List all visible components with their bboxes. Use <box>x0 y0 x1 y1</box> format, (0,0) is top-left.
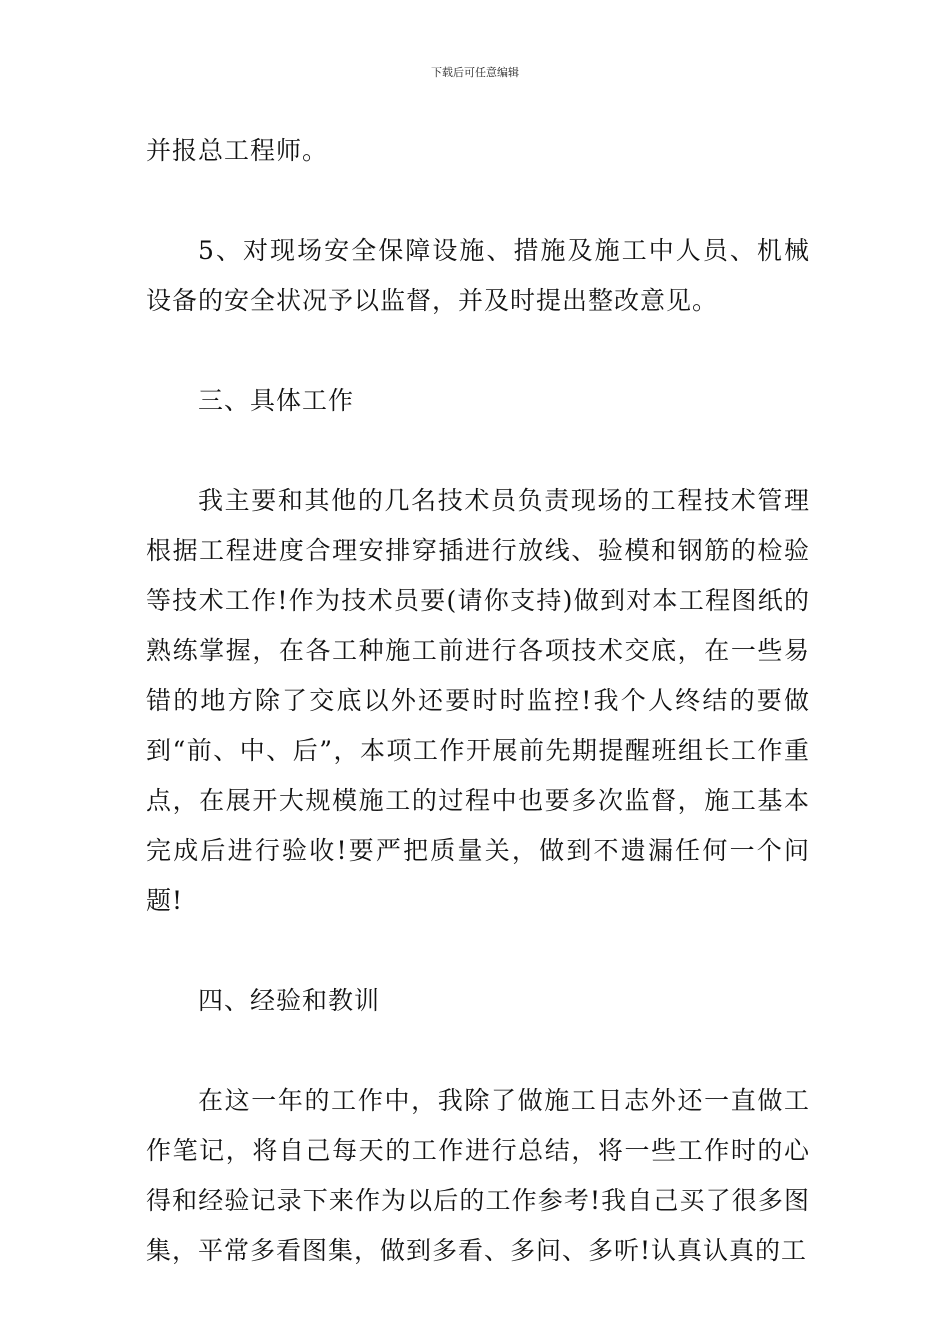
section-heading-specific-work: 三、具体工作 <box>198 386 355 415</box>
paragraph-specific-work: 我主要和其他的几名技术员负责现场的工程技术管理根据工程进度合理安排穿插进行放线、验模和钢筋的检验等技术工作!作为技术员要(请你支持)做到对本工程图纸的熟练掌握，在各工种施工前进行各项技术交底，在一些易错的地方除了交底以外还要时时监控!我个人终结的要做到“前、中、后”，本项工作开展前先期提醒班组长工作重点，在展开大规模施工的过程中也要多次监督，施工基本完成后进行验收!要严把质量关，做到不遗漏任何一个问题! <box>146 486 810 915</box>
section-heading-experience: 四、经验和教训 <box>198 986 381 1015</box>
paragraph-gap <box>146 326 810 376</box>
paragraph-gap <box>146 426 810 476</box>
paragraph-continuation: 并报总工程师。 <box>146 136 329 165</box>
page-header-note: 下载后可任意编辑 <box>431 66 519 79</box>
paragraph-gap <box>146 1026 810 1076</box>
paragraph-item-5: 5、对现场安全保障设施、措施及施工中人员、机械设备的安全状况予以监督，并及时提出整改意见。 <box>146 236 810 315</box>
paragraph-experience: 在这一年的工作中，我除了做施工日志外还一直做工作笔记，将自己每天的工作进行总结，将一些工作时的心得和经验记录下来作为以后的工作参考!我自己买了很多图集，平常多看图集，做到多看、多问、多听!认真认真的工 <box>146 1086 810 1265</box>
paragraph-gap <box>146 176 810 226</box>
document-body <box>146 126 810 1276</box>
paragraph-gap <box>146 926 810 976</box>
